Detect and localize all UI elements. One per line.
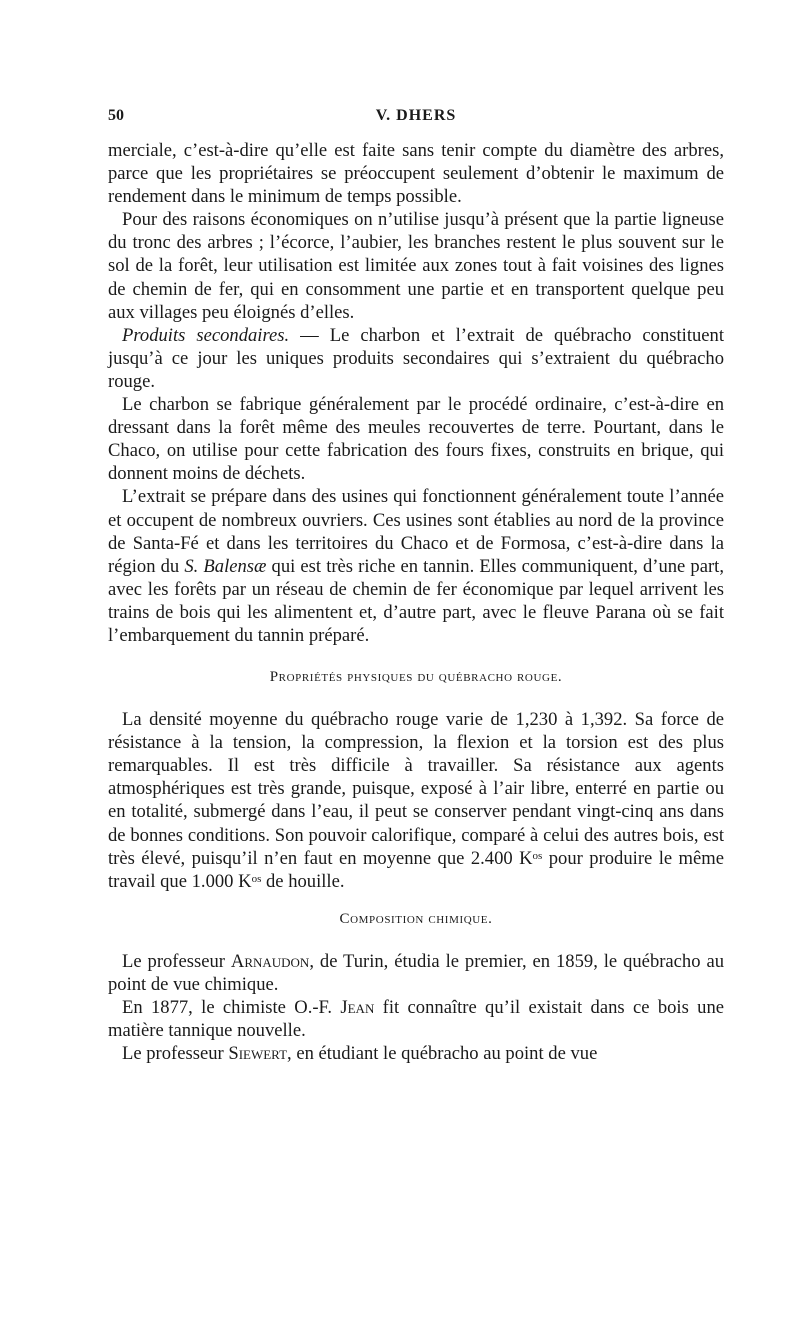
paragraph-text: La densité moyenne du québracho rouge varie de 1,230 à 1,392. Sa force de résistance à la tension, la compression, la flexion et la torsion est des plus remarquables. Il est très difficile à travailler. Sa résistance aux agents atmosphériques est très grande, puisque, exposé à l’air libre, enterré en partie ou en totalité, submergé dans l’eau, il peut se conserver pendant vingt-cinq ans dans de bonnes conditions. Son pouvoir calorifique, comparé à celui des autres bois, est très élevé, puisqu’il n’en faut en moyenne que 2.400 K <box>108 709 724 869</box>
paragraph-text: Le professeur <box>122 1043 229 1065</box>
paragraph-text: Le professeur <box>122 950 231 972</box>
paragraph-text: de houille. <box>261 870 345 892</box>
run-in-heading: Produits secondaires. <box>122 324 290 346</box>
running-head: V. DHERS <box>375 107 457 124</box>
page-header <box>108 105 724 131</box>
paragraph-text: , en étudiant le québracho au point de vue <box>287 1043 598 1065</box>
paragraph-text: L’extrait se prépare dans des usines qui fonctionnent généralement toute l’année et occupent de nombreux ouvriers. Ces usines sont établies au nord de la province de Santa-Fé et dans les territoires du Chaco et de Formosa, c’est-à-dire dans la région du <box>108 486 724 577</box>
page-number: 50 <box>108 107 124 124</box>
paragraph-siewert <box>108 1042 724 1065</box>
paragraph-extract <box>108 485 724 647</box>
section-heading-chemical-composition: Composition chimique. <box>339 910 493 927</box>
paragraph-economic-reasons <box>108 208 724 323</box>
paragraph-secondary-products <box>108 324 724 393</box>
paragraph-jean <box>108 996 724 1042</box>
paragraph-text: En 1877, le chimiste O.-F. <box>122 997 341 1018</box>
paragraph-arnaudon <box>108 950 724 996</box>
paragraph-text: Le charbon se fabrique généralement par le procédé ordinaire, c’est-à-dire en dressant dans la forêt même des meules recouvertes de terre. Pourtant, dans le Chaco, on utilise pour cette fabrication des fours fixes, construits en brique, qui donnent moins de déchets. <box>108 394 724 485</box>
paragraph-text: Pour des raisons économiques on n’utilise jusqu’à présent que la partie ligneuse du tronc des arbres ; l’écorce, l’aubier, les branches restent le plus souvent sur le sol de la forêt, leur utilisation est limitée aux zones tout à fait voisines des lignes de chemin de fer, qui en consomment une partie et en transportent quelque peu aux villages peu éloignés d’elles. <box>108 209 724 323</box>
paragraph-charcoal <box>108 393 724 485</box>
paragraph-text: pour produire le même travail que 1.000 K <box>108 847 724 892</box>
author-name: Jean <box>340 997 375 1018</box>
species-name: S. Balensæ <box>184 555 267 577</box>
paragraph-text: — Le charbon et l’extrait de québracho constituent jusqu’à ce jour les uniques produits secondaires qui s’extraient du québracho rouge. <box>108 324 724 392</box>
paragraph-continuation <box>108 139 724 208</box>
author-name: Arnaudon <box>230 950 310 972</box>
paragraph-text: , de Turin, étudia le premier, en 1859, le québracho au point de vue chimique. <box>108 950 724 995</box>
paragraph-density <box>108 708 724 893</box>
paragraph-text: fit connaître qu’il existait dans ce bois une matière tannique nouvelle. <box>108 997 724 1042</box>
book-page <box>108 105 724 1065</box>
author-name: Siewert <box>228 1043 288 1065</box>
paragraph-text: merciale, c’est-à-dire qu’elle est faite sans tenir compte du diamètre des arbres, parce que les propriétaires se préoccupent seulement d’obtenir le maximum de rendement dans le minimum de temps possible. <box>108 140 724 208</box>
paragraph-text: qui est très riche en tannin. Elles communiquent, d’une part, avec les forêts par un réseau de chemin de fer économique par lequel arrivent les trains de bois qui les alimentent et, d’autre part, avec le fleuve Parana où se fait l’embarquement du tannin préparé. <box>108 555 724 646</box>
section-heading-physical-properties: Propriétés physiques du québracho rouge. <box>269 669 563 686</box>
superscript: os <box>532 849 543 862</box>
superscript: os <box>251 872 262 885</box>
